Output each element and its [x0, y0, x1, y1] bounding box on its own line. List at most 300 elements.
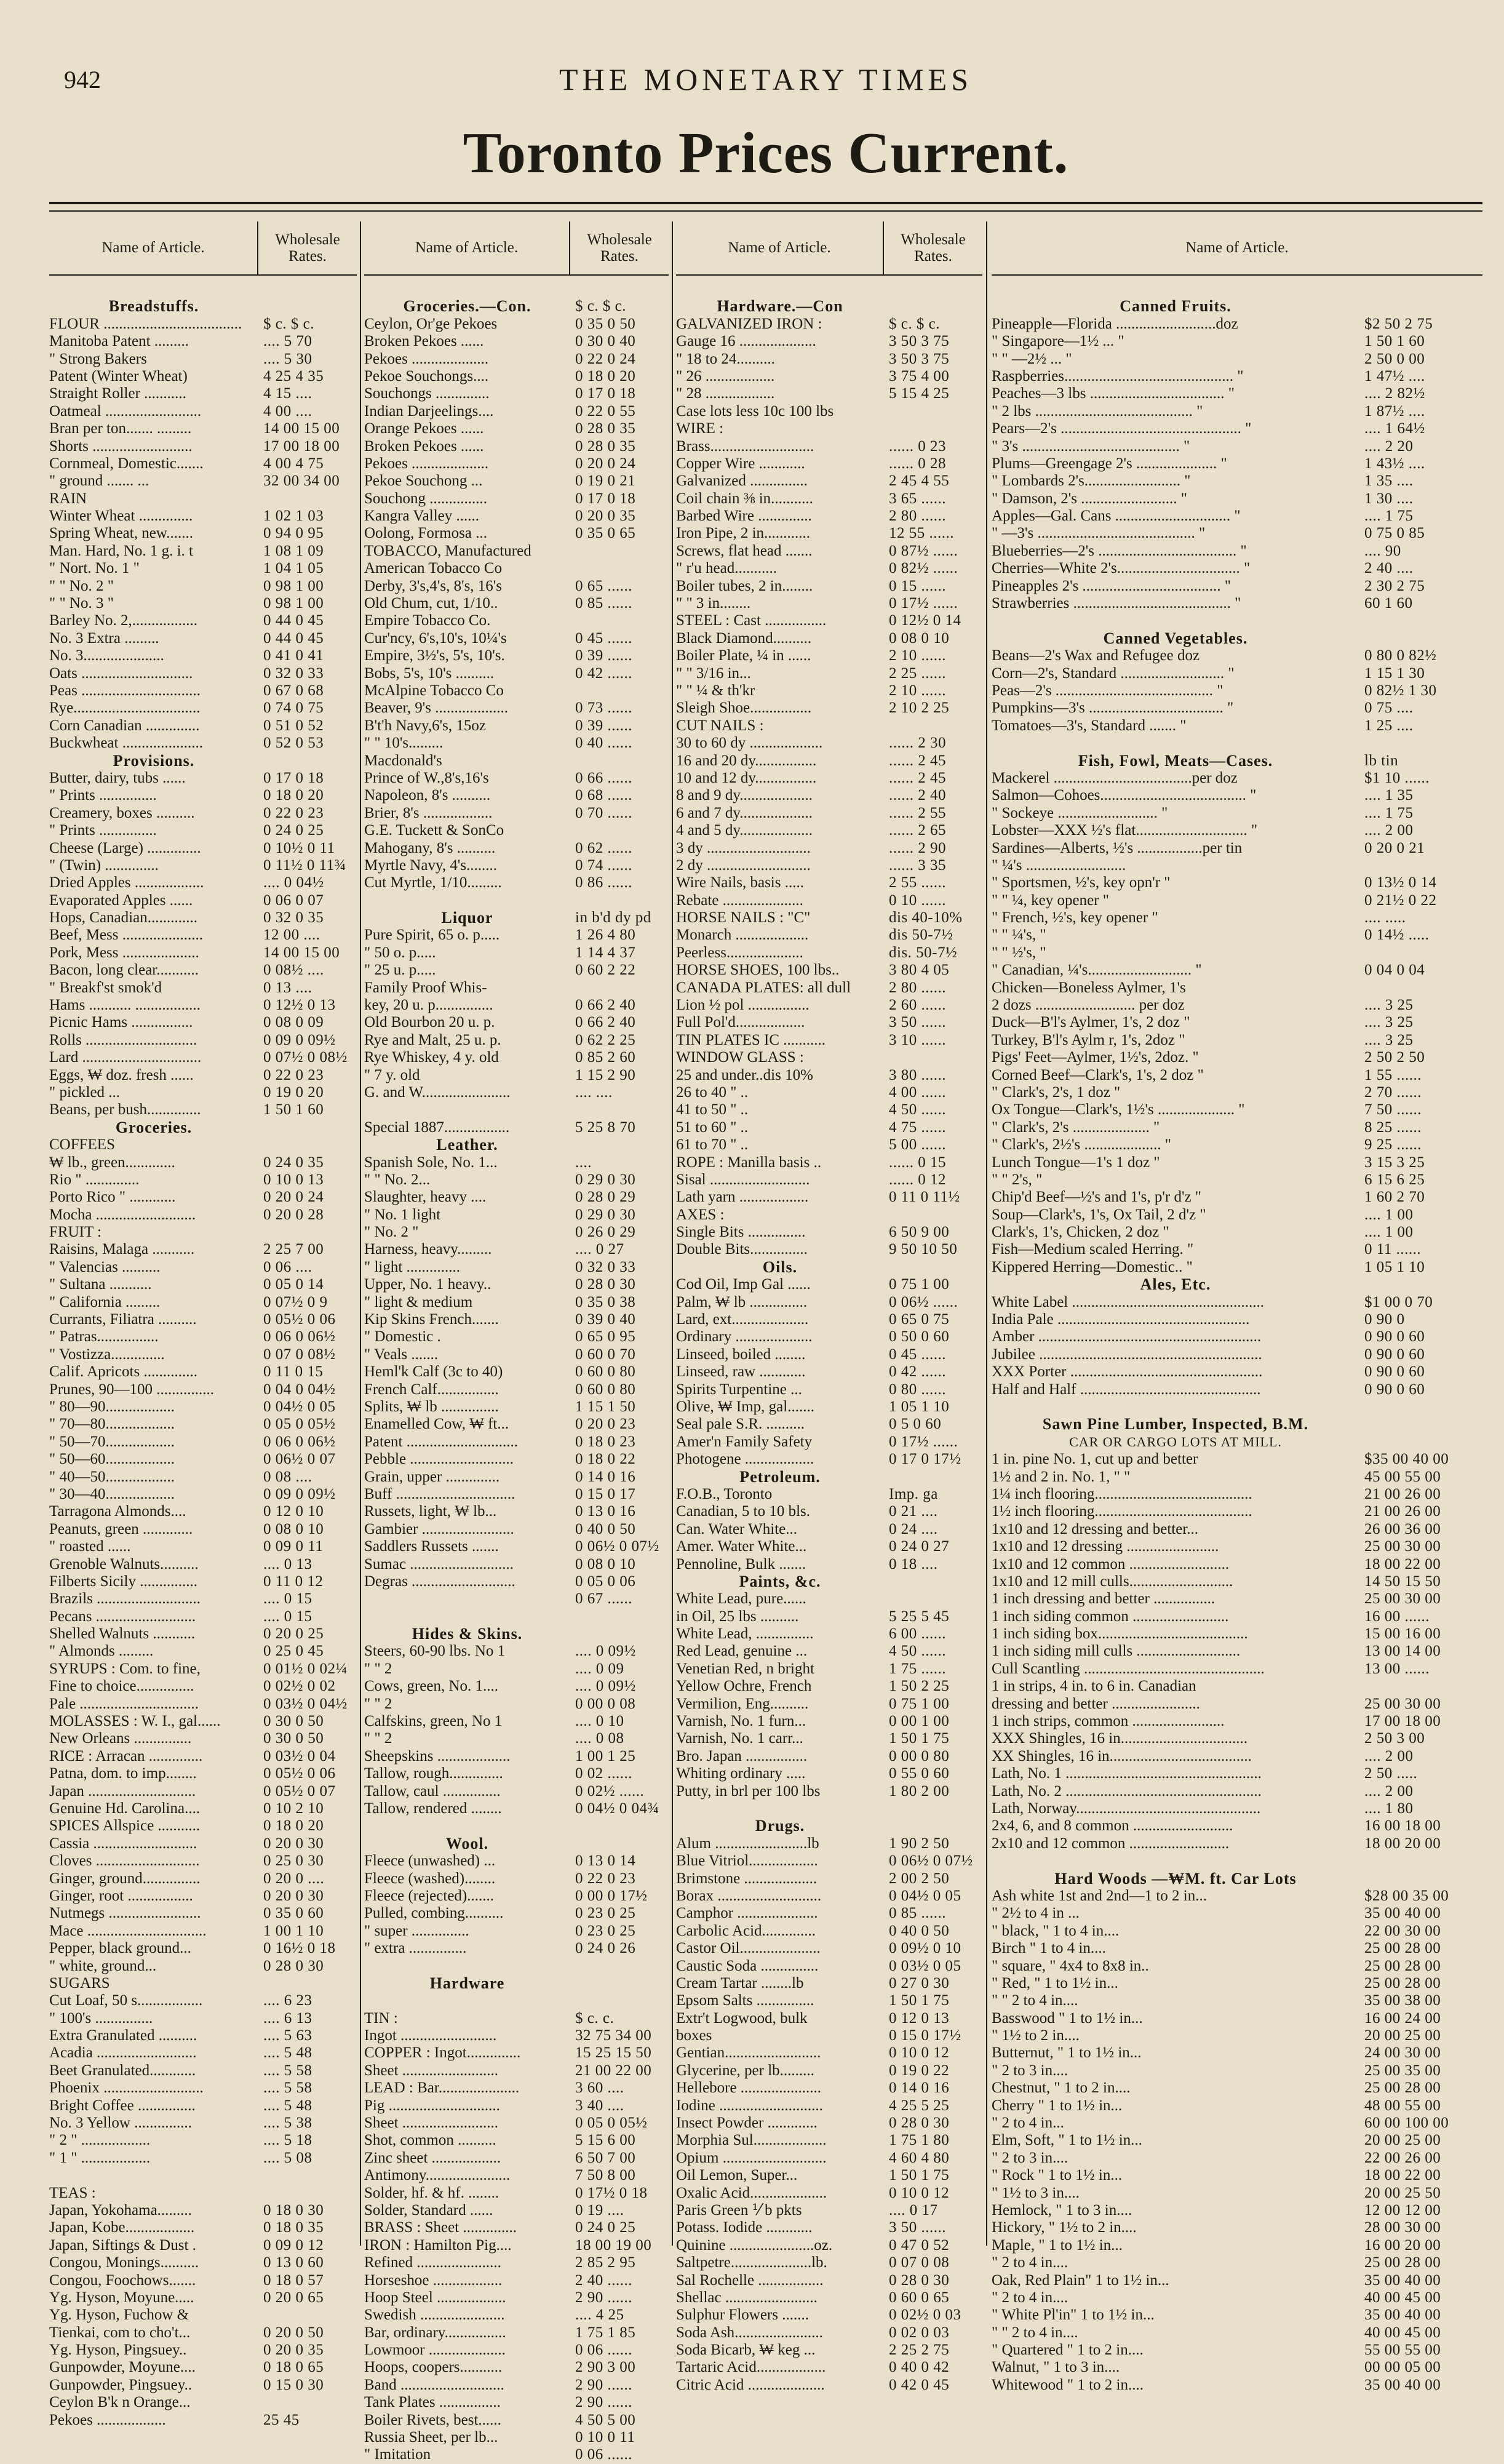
section-heading [364, 1975, 669, 1992]
article-name: Heml'k Calf (3c to 40) [364, 1363, 503, 1381]
price-row [992, 1678, 1482, 1695]
wholesale-rate: 0 10 0 12 [889, 2044, 950, 2062]
wholesale-rate: 1 50 2 25 [889, 1678, 950, 1695]
wholesale-rate: dis. 50-7½ [889, 944, 958, 961]
article-name: Soup—Clark's, 1's, Ox Tail, 2 d'z " [992, 1206, 1206, 1223]
price-row [676, 630, 982, 647]
article-name: 1¼ inch flooring......................................... [992, 1485, 1252, 1502]
wholesale-rate [884, 298, 982, 315]
article-name: HORSE NAILS : "C" [676, 909, 811, 927]
price-row [676, 1958, 982, 1975]
price-row [676, 1189, 982, 1206]
price-row [676, 1940, 982, 1957]
price-row [364, 1119, 669, 1136]
wholesale-rate: 0 10 ...... [889, 891, 946, 909]
price-row [676, 1870, 982, 1888]
wholesale-rate: $1 10 ...... [1364, 769, 1430, 786]
article-name: Pulled, combing.......... [364, 1905, 504, 1922]
wholesale-rate: 1 75 1 85 [575, 2324, 636, 2341]
wholesale-rate: 0 75 1 00 [889, 1695, 950, 1712]
article-name: G.E. Tuckett & SonCo [364, 822, 504, 839]
article-name: Ash white 1st and 2nd—1 to 2 in... [992, 1887, 1207, 1904]
wholesale-rate: 1 50 1 60 [263, 1101, 324, 1118]
wholesale-rate: 55 00 55 00 [1364, 2342, 1441, 2359]
wholesale-rate [1359, 944, 1482, 962]
wholesale-rate [1359, 298, 1482, 315]
article-name: GALVANIZED IRON : [676, 315, 822, 332]
article-name: Raisins, Malaga ........... [49, 1241, 195, 1258]
price-row [364, 1503, 669, 1520]
article-name: Solder, hf. & hf. ........ [364, 2184, 499, 2201]
wholesale-rate: 40 00 45 00 [1364, 2324, 1441, 2341]
article-name: Winter Wheat .............. [49, 508, 193, 525]
price-row [676, 1067, 982, 1084]
wholesale-rate [1359, 735, 1482, 752]
article-name: " 28 .................. [676, 385, 775, 402]
wholesale-rate: 2 50 ..... [1364, 1765, 1418, 1782]
article-name: Half and Half ............................................... [992, 1381, 1261, 1398]
article-name: Wool. [445, 1834, 489, 1852]
price-row [49, 2394, 357, 2411]
section-heading [676, 1259, 982, 1276]
wholesale-rate: 2 60 ...... [889, 997, 946, 1014]
article-name: Hardware [429, 1974, 505, 1992]
price-row [364, 1032, 669, 1049]
wholesale-rate [1359, 281, 1482, 298]
article-name: Shorts .......................... [49, 437, 193, 455]
wholesale-rate: 0 66 2 40 [575, 997, 636, 1014]
article-name [49, 281, 258, 298]
wholesale-rate: 48 00 55 00 [1364, 2097, 1441, 2114]
price-row [676, 1538, 982, 1555]
price-row [364, 2115, 669, 2132]
wholesale-rate [258, 2167, 357, 2184]
price-row [49, 1608, 357, 1625]
article-name: 1 inch siding common ......................... [992, 1608, 1229, 1625]
price-row [364, 543, 669, 560]
article-name: Pekoes .................. [49, 2411, 166, 2428]
wholesale-rate: 0 40 0 50 [889, 1922, 950, 1939]
article-name: Linseed, boiled ........ [676, 1346, 806, 1363]
price-row [49, 2010, 357, 2027]
wholesale-rate: 2 25 7 00 [263, 1241, 324, 1258]
wholesale-rate: $ c. c. [575, 2009, 615, 2027]
article-name: " Valencias .......... [49, 1258, 161, 1275]
article-name: " Lombards 2's......................... " [992, 472, 1191, 490]
article-name: MOLASSES : W. I., gal...... [49, 1713, 221, 1730]
price-row [364, 508, 669, 525]
wholesale-rate: 2 45 4 55 [889, 472, 950, 490]
price-row [992, 2289, 1482, 2307]
article-name: " 40—50.................. [49, 1468, 175, 1485]
price-row [676, 1608, 982, 1625]
price-row [676, 1084, 982, 1101]
wholesale-rate: 1 50 1 75 [889, 1730, 950, 1747]
price-row [992, 717, 1482, 735]
article-name: Lowmoor .................... [364, 2342, 506, 2359]
price-row [676, 2027, 982, 2044]
wholesale-rate: 35 00 40 00 [1364, 2307, 1441, 2324]
article-name: Rolls ............................. [49, 1031, 197, 1048]
article-name: 1 inch dressing and better ................ [992, 1590, 1216, 1608]
price-row [364, 752, 669, 770]
wholesale-rate: .... 0 08 [575, 1730, 624, 1747]
price-row [364, 927, 669, 944]
article-name: Shellac ........................ [676, 2289, 818, 2306]
article-name: Cherry " 1 to 1½ in... [992, 2097, 1123, 2114]
wholesale-rate: 0 21 .... [889, 1503, 938, 1520]
price-row [992, 2185, 1482, 2202]
wholesale-rate [570, 979, 669, 997]
price-row [49, 1276, 357, 1293]
article-name: Petroleum. [739, 1467, 821, 1486]
price-row [49, 2027, 357, 2044]
article-name: Buckwheat ..................... [49, 735, 203, 752]
price-row [49, 857, 357, 874]
wholesale-rate: 0 75 1 00 [889, 1276, 950, 1293]
article-name: Iron Pipe, 2 in............ [676, 525, 811, 542]
column-header [992, 221, 1482, 276]
price-row [49, 1696, 357, 1713]
price-row [676, 420, 982, 437]
wholesale-rate: 0 20 0 65 [263, 2289, 324, 2306]
wholesale-rate: 6 00 ...... [889, 1625, 946, 1643]
price-row [992, 822, 1482, 839]
price-row [676, 560, 982, 577]
wholesale-rate: 0 27 0 30 [889, 1974, 950, 1992]
article-name: Patent ............................. [364, 1433, 518, 1450]
price-row [992, 1923, 1482, 1940]
price-row [676, 2115, 982, 2132]
price-row [49, 1783, 357, 1800]
wholesale-rate: 0 06 0 06½ [263, 1433, 336, 1450]
wholesale-rate [884, 1573, 982, 1590]
article-name: 25 and under..dis 10% [676, 1066, 813, 1083]
wholesale-rate [884, 420, 982, 437]
wholesale-rate: 0 13 .... [263, 979, 312, 996]
price-row [364, 2254, 669, 2271]
article-name: Peaches—3 lbs ................................... " [992, 385, 1235, 402]
price-row [364, 944, 669, 962]
article-name: Pineapples 2's .................................... " [992, 577, 1231, 594]
article-name: Ceylon, Or'ge Pekoes [364, 315, 498, 332]
wholesale-rate [884, 1206, 982, 1224]
wholesale-rate: 1 00 1 25 [575, 1747, 636, 1764]
wholesale-rate: 0 17 0 18 [263, 769, 324, 786]
price-row [676, 1451, 982, 1468]
price-row [49, 1521, 357, 1538]
price-row [676, 1433, 982, 1451]
price-row [676, 1625, 982, 1643]
article-name: SYRUPS : Com. to fine, [49, 1660, 201, 1677]
article-name: Butter, dairy, tubs ...... [49, 769, 186, 786]
wholesale-rate: 0 65 0 75 [889, 1311, 950, 1328]
article-name: Bro. Japan ................ [676, 1747, 808, 1764]
article-name: Soda Bicarb, ₩ keg ... [676, 2342, 816, 2359]
wholesale-rate: 1 02 1 03 [263, 508, 324, 525]
article-name: TOBACCO, Manufactured [364, 542, 531, 559]
price-row [49, 979, 357, 997]
price-row [676, 1748, 982, 1765]
article-name: " " —2½ ... " [992, 350, 1072, 367]
price-row [49, 892, 357, 909]
price-row [676, 770, 982, 787]
article-name: TIN : [364, 2009, 398, 2027]
article-name: 1 in. pine No. 1, cut up and better [992, 1451, 1198, 1468]
article-name: Sulphur Flowers ....... [676, 2307, 809, 2324]
article-name: Pale ............................... [49, 1695, 199, 1712]
wholesale-rate [1359, 1678, 1482, 1695]
price-row [49, 1730, 357, 1747]
wholesale-rate: 1 25 .... [1364, 717, 1414, 734]
price-row [49, 1224, 357, 1241]
wholesale-rate: 0 02 ...... [575, 1765, 632, 1782]
wholesale-rate: 0 04½ 0 05 [263, 1398, 336, 1415]
article-name: Double Bits............... [676, 1241, 808, 1258]
column-divider [986, 221, 987, 2246]
wholesale-rate: 0 18 0 57 [263, 2271, 324, 2289]
article-name: Bacon, long clear........... [49, 962, 199, 979]
price-row [676, 1852, 982, 1870]
wholesale-rate: 0 19 .... [575, 2201, 624, 2219]
wholesale-rate: 0 40 ...... [575, 735, 632, 752]
price-row [49, 1713, 357, 1730]
article-name: Glycerine, per lb......... [676, 2062, 814, 2079]
wholesale-rate: 0 04 0 04½ [263, 1381, 336, 1398]
price-row [49, 2324, 357, 2342]
article-name: Whiting ordinary ..... [676, 1765, 806, 1782]
wholesale-rate: 0 03½ 0 04½ [263, 1695, 348, 1712]
article-name [992, 612, 1359, 629]
wholesale-rate [1359, 1398, 1482, 1416]
article-name: Brier, 8's .................. [364, 804, 493, 821]
wholesale-rate: 14 00 15 00 [263, 944, 340, 961]
price-row [992, 1521, 1482, 1538]
wholesale-rate: 0 05½ 0 06 [263, 1765, 336, 1782]
price-row [676, 2254, 982, 2271]
wholesale-rate: 2 00 2 50 [889, 1870, 950, 1887]
article-name: No. 3 Extra ......... [49, 629, 159, 647]
wholesale-rate: 0 90 0 60 [1364, 1381, 1425, 1398]
price-row [676, 909, 982, 927]
wholesale-rate: 0 60 0 80 [575, 1381, 636, 1398]
wholesale-rate: .... 5 30 [263, 350, 312, 367]
price-row [992, 2307, 1482, 2324]
wholesale-rate: 0 73 ...... [575, 700, 632, 717]
price-row [992, 1101, 1482, 1118]
price-row [49, 1328, 357, 1346]
article-name: XXX Porter .................................................. [992, 1363, 1263, 1381]
article-name: Screws, flat head ....... [676, 542, 813, 559]
price-row [992, 944, 1482, 962]
price-row [676, 2359, 982, 2376]
price-row [676, 805, 982, 822]
article-name: Patna, dom. to imp........ [49, 1765, 197, 1782]
wholesale-rate: 0 60 0 65 [889, 2289, 950, 2306]
wholesale-rate [1359, 979, 1482, 997]
wholesale-rate: 0 20 0 23 [575, 1416, 636, 1433]
wholesale-rate [1359, 857, 1482, 874]
article-name: Oats ............................. [49, 664, 193, 682]
price-row [364, 805, 669, 822]
wholesale-rate: 18 00 22 00 [1364, 2167, 1441, 2184]
article-name: Corn Canadian .............. [49, 717, 200, 734]
article-name: " " 2 [364, 1695, 392, 1712]
article-name: Tomatoes—3's, Standard ....... " [992, 717, 1187, 734]
wholesale-rate [1359, 1852, 1482, 1870]
article-name: FRUIT : [49, 1224, 101, 1241]
article-name: Dried Apples .................. [49, 874, 204, 891]
article-name: 61 to 70 " .. [676, 1136, 749, 1154]
wholesale-rate: 0 02½ 0 02 [263, 1678, 336, 1695]
article-name: " super ............... [364, 1922, 469, 1939]
wholesale-rate: 0 07 0 08½ [263, 1346, 336, 1363]
price-row [676, 1294, 982, 1311]
price-row [49, 1992, 357, 2009]
article-name: Can. Water White... [676, 1520, 798, 1537]
wholesale-rate: 0 98 1 00 [263, 595, 324, 612]
price-row [992, 368, 1482, 385]
price-row [992, 1049, 1482, 1066]
wholesale-rate: 0 06½ ...... [889, 1293, 958, 1310]
wholesale-rate: 25 00 30 00 [1364, 1538, 1441, 1555]
article-name: Prunes, 90—100 ............... [49, 1381, 215, 1398]
price-row [364, 1259, 669, 1276]
price-row [676, 874, 982, 891]
wholesale-rate: 14 50 15 50 [1364, 1573, 1441, 1590]
article-name [992, 735, 1359, 752]
article-name: Ginger, ground............... [49, 1870, 201, 1887]
wholesale-rate: 7 50 ...... [1364, 1101, 1422, 1118]
article-name: " 1½ to 3 in.... [992, 2184, 1080, 2201]
article-name: 10 and 12 dy................ [676, 769, 817, 786]
article-name: Sheet ......................... [364, 2115, 499, 2132]
price-row [49, 2097, 357, 2115]
price-row [992, 508, 1482, 525]
price-row [676, 1696, 982, 1713]
article-name: " California ......... [49, 1293, 161, 1310]
price-row [364, 2132, 669, 2149]
article-name: Pecans .......................... [49, 1608, 196, 1625]
price-row [676, 2044, 982, 2062]
article-name: Sheet ......................... [364, 2062, 499, 2079]
article-name: " 18 to 24.......... [676, 350, 775, 367]
article-name: Extr't Logwood, bulk [676, 2009, 808, 2027]
article-name: " " 2 [364, 1660, 392, 1677]
wholesale-rate: 0 28 0 35 [575, 420, 636, 437]
article-name: Indian Darjeelings.... [364, 402, 494, 420]
wholesale-rate: 0 05½ 0 06 [263, 1311, 336, 1328]
price-row [49, 1014, 357, 1031]
wholesale-rate: 0 70 ...... [575, 804, 632, 821]
article-name: Beef, Mess ..................... [49, 927, 203, 944]
price-row [364, 2324, 669, 2342]
price-row [992, 840, 1482, 857]
article-name: " 1 " .................. [49, 2149, 151, 2166]
wholesale-rate: 0 29 0 30 [575, 1206, 636, 1223]
price-row [676, 490, 982, 508]
wholesale-rate: 2 25 ...... [889, 664, 946, 682]
wholesale-rate: 0 82½ ...... [889, 560, 958, 577]
price-row [676, 1206, 982, 1224]
article-name: Myrtle Navy, 4's........ [364, 856, 498, 874]
article-name: " " No. 2... [364, 1171, 431, 1188]
price-row [49, 403, 357, 420]
wholesale-rate: 0 18 0 35 [263, 2219, 324, 2236]
article-name: Fish, Fowl, Meats—Cases. [1078, 751, 1273, 770]
wholesale-rate: 0 68 ...... [575, 787, 632, 804]
price-row [364, 630, 669, 647]
article-name: Lion ½ pol ................ [676, 997, 810, 1014]
article-name: Brimstone ................... [676, 1870, 818, 1887]
article-name: Galvanized ............... [676, 472, 808, 490]
article-name: " Prints ............... [49, 822, 157, 839]
price-row [364, 682, 669, 700]
price-row [676, 595, 982, 612]
wholesale-rate: 21 00 22 00 [575, 2062, 652, 2079]
article-name: " " ½'s, " [992, 944, 1046, 961]
article-name: Pekoe Souchongs.... [364, 367, 489, 385]
article-name: Liquor [441, 909, 493, 927]
article-name: Hardware.—Con [717, 297, 843, 316]
wholesale-rate: .... 90 [1364, 542, 1401, 559]
wholesale-rate: 2 10 2 25 [889, 700, 950, 717]
article-name: " Singapore—1½ ... " [992, 333, 1124, 350]
wholesale-rate: 0 32 0 35 [263, 909, 324, 927]
price-row [676, 1363, 982, 1381]
wholesale-rate: 0 05 0 05½ [575, 2115, 648, 2132]
running-head [49, 62, 1482, 98]
price-row [992, 1538, 1482, 1555]
wholesale-rate: 12 00 .... [263, 927, 320, 944]
article-name: Paints, &c. [739, 1572, 821, 1590]
price-row [992, 1958, 1482, 1975]
article-name: " " No. 3 " [49, 595, 114, 612]
price-row [49, 385, 357, 402]
wholesale-rate: .... 3 25 [1364, 1014, 1414, 1031]
wholesale-rate: 0 20 0 25 [263, 1625, 324, 1643]
wholesale-rate: dis 50-7½ [889, 927, 953, 944]
article-name: Yellow Ochre, French [676, 1678, 812, 1695]
price-row [49, 560, 357, 577]
wholesale-rate: 14 00 15 00 [263, 420, 340, 437]
price-row [364, 1888, 669, 1905]
article-name: Lath, No. 1 ................................................... [992, 1765, 1262, 1782]
article-name: dressing and better ....................... [992, 1695, 1200, 1712]
price-row [364, 979, 669, 997]
wholesale-rate: 0 40 0 42 [889, 2359, 950, 2376]
price-row [364, 735, 669, 752]
price-row [992, 1398, 1482, 1416]
wholesale-rate [258, 2307, 357, 2324]
price-row [364, 2044, 669, 2062]
wholesale-rate: 0 65 0 95 [575, 1328, 636, 1346]
price-row [49, 420, 357, 437]
price-row [364, 2150, 669, 2167]
article-name: Tallow, caul ............... [364, 1782, 501, 1800]
article-name: " 1½ to 2 in.... [992, 2027, 1080, 2044]
price-row [49, 1189, 357, 1206]
wholesale-rate: 0 62 ...... [575, 839, 632, 856]
price-row [676, 1992, 982, 2009]
wholesale-rate: 0 94 0 95 [263, 525, 324, 542]
article-name: Borax ........................... [676, 1887, 822, 1904]
article-name: Russets, light, ₩ lb... [364, 1503, 497, 1520]
price-row [676, 1661, 982, 1678]
price-column-3 [676, 221, 982, 2393]
article-name: " —3's ......................................... " [992, 525, 1206, 542]
wholesale-rate: 40 00 45 00 [1364, 2289, 1441, 2306]
